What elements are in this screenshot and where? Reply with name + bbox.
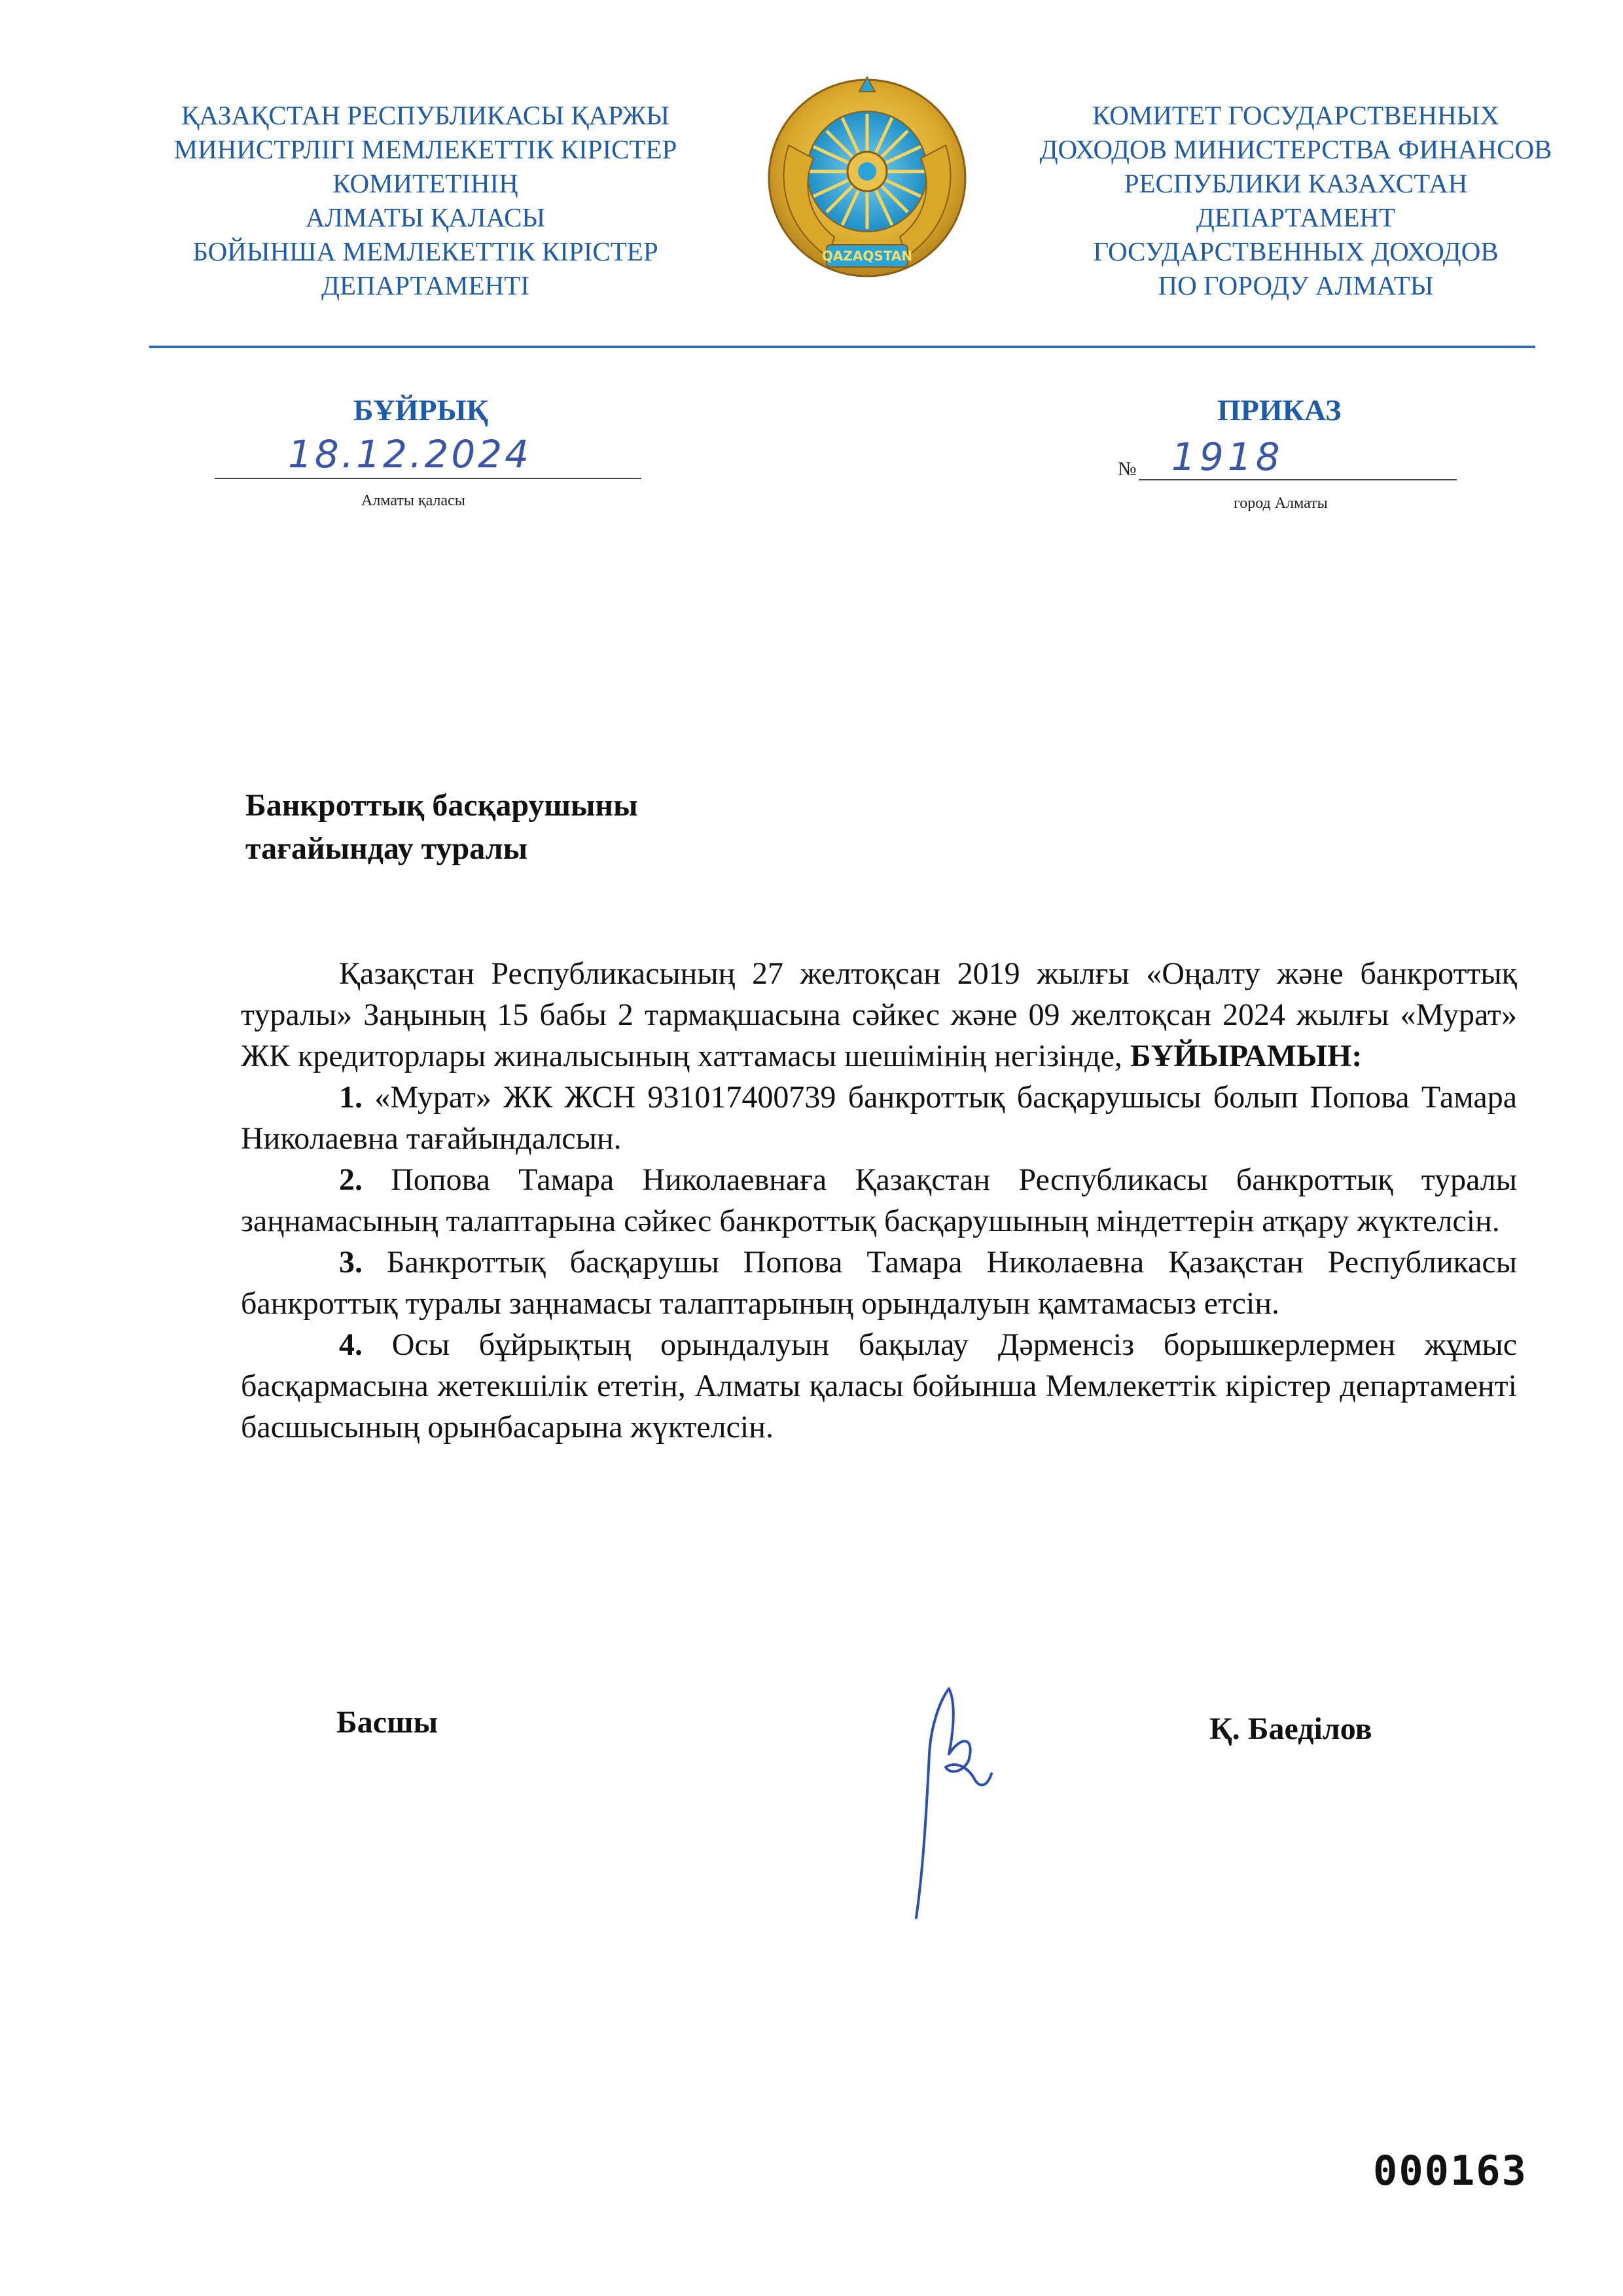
subject-line: Банкроттық басқарушыны <box>245 788 638 823</box>
header-kz-line: ҚАЗАҚСТАН РЕСПУБЛИКАСЫ ҚАРЖЫ <box>181 100 670 130</box>
header-ru-line: ГОСУДАРСТВЕННЫХ ДОХОДОВ <box>1093 236 1499 266</box>
serial-number: 000163 <box>1373 2147 1527 2195</box>
handwritten-signature-icon <box>877 1676 1021 1924</box>
header-ru <box>982 98 1610 302</box>
order-date: 18.12.2024 <box>288 432 532 476</box>
header-ru-line: ДЕПАРТАМЕНТ <box>1196 202 1396 232</box>
document-body <box>241 953 1517 1448</box>
item-number: 1. <box>339 1080 363 1115</box>
order-label-ru: ПРИКАЗ <box>1217 393 1342 427</box>
order-number: 1918 <box>1171 435 1284 479</box>
city-ru: город Алматы <box>1234 495 1328 512</box>
order-item <box>241 1242 1517 1324</box>
item-text: «Мурат» ЖК ЖСН 931017400739 банкроттық басқарушысы болып Попова Тамара Николаевна тағайындалсын. <box>241 1080 1517 1156</box>
order-item <box>241 1159 1517 1242</box>
order-label-kz: БҰЙРЫҚ <box>353 393 489 427</box>
document-subject <box>245 784 638 870</box>
item-number: 2. <box>339 1162 363 1197</box>
header-ru-line: ПО ГОРОДУ АЛМАТЫ <box>1158 270 1434 300</box>
number-sign: № <box>1118 458 1137 480</box>
item-text: Попова Тамара Николаевнаға Қазақстан Республикасы банкроттық туралы заңнамасының талаптарына сәйкес банкроттық басқарушының міндеттерін атқару жүктелсін. <box>241 1162 1517 1238</box>
state-emblem-icon <box>762 73 972 289</box>
header-kz-line: ДЕПАРТАМЕНТІ <box>321 270 529 300</box>
header-kz <box>124 98 726 302</box>
header-kz-line: БОЙЫНША МЕМЛЕКЕТТІК КІРІСТЕР <box>192 236 658 266</box>
preamble-paragraph <box>241 953 1517 1077</box>
header-divider <box>149 346 1535 348</box>
preamble-text: Қазақстан Республикасының 27 желтоқсан 2019 жылғы «Оңалту және банкроттық туралы» Заңының 15 бабы 2 тармақшасына сәйкес және 09 желтоқсан 2024 жылғы «Мурат» ЖК кредиторлары жиналысының хаттамасы шешімінің негізінде, <box>241 956 1517 1073</box>
emblem-text: QAZAQSTAN <box>821 248 913 264</box>
order-item <box>241 1324 1517 1448</box>
header-ru-line: ДОХОДОВ МИНИСТЕРСТВА ФИНАНСОВ <box>1039 134 1552 164</box>
header-ru-line: РЕСПУБЛИКИ КАЗАХСТАН <box>1124 168 1468 198</box>
order-item <box>241 1077 1517 1159</box>
header-kz-line: КОМИТЕТІНІҢ <box>332 168 518 198</box>
item-text: Осы бұйрықтың орындалуын бақылау Дәрменсіз борышкерлермен жұмыс басқармасына жетекшілік ететін, Алматы қаласы бойынша Мемлекеттік кірістер департаменті басшысының орынбасарына жүктелсін. <box>241 1327 1518 1444</box>
order-word: БҰЙЫРАМЫН: <box>1130 1039 1363 1073</box>
number-underline <box>1139 479 1457 480</box>
city-kz: Алматы қаласы <box>361 492 465 509</box>
header-ru-line: КОМИТЕТ ГОСУДАРСТВЕННЫХ <box>1092 100 1500 130</box>
signatory-title: Басшы <box>336 1705 438 1740</box>
item-text: Банкроттық басқарушы Попова Тамара Николаевна Қазақстан Республикасы банкроттық туралы заңнамасы талаптарының орындалуын қамтамасыз етсін. <box>241 1245 1518 1321</box>
subject-line: тағайындау туралы <box>245 831 528 866</box>
item-number: 4. <box>339 1327 363 1362</box>
header-kz-line: МИНИСТРЛІГІ МЕМЛЕКЕТТІК КІРІСТЕР <box>173 134 677 164</box>
signatory-name: Қ. Баеділов <box>1209 1712 1372 1746</box>
item-number: 3. <box>339 1245 363 1280</box>
date-underline <box>215 478 641 479</box>
header-kz-line: АЛМАТЫ ҚАЛАСЫ <box>305 202 546 232</box>
